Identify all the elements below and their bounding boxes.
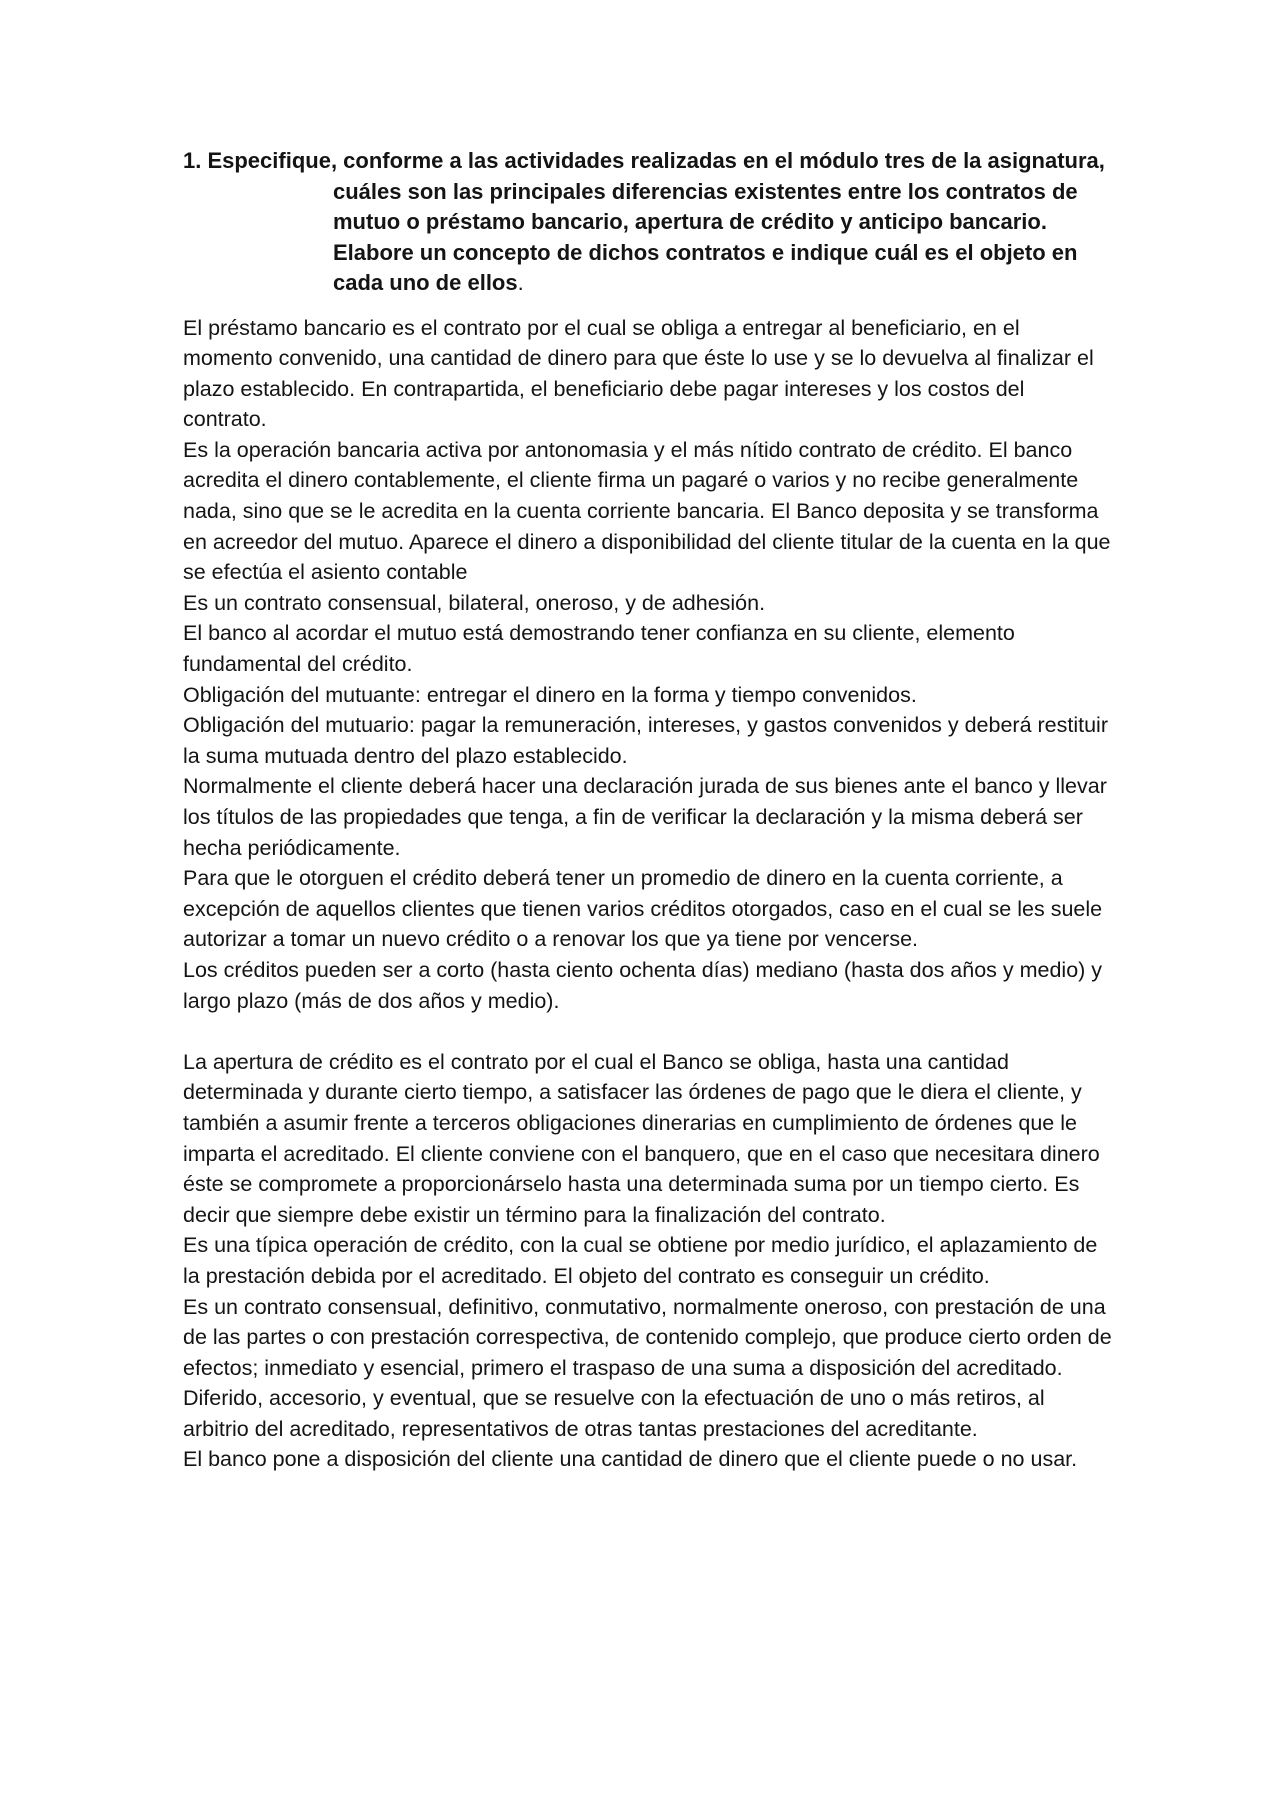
paragraph: Obligación del mutuante: entregar el dinero en la forma y tiempo convenidos.: [183, 682, 917, 707]
section-apertura-de-credito: [183, 1047, 1113, 1475]
paragraph: El banco al acordar el mutuo está demostrando tener confianza en su cliente, elemento fundamental del crédito.: [183, 621, 1015, 677]
paragraph: Obligación del mutuario: pagar la remuneración, intereses, y gastos convenidos y deberá restituir la suma mutuada dentro del plazo establecido.: [183, 713, 1108, 768]
paragraph: Es una típica operación de crédito, con la cual se obtiene por medio jurídico, el aplazamiento de la prestación debida por el acreditado. El objeto del contrato es conseguir un crédito.: [183, 1233, 1098, 1288]
paragraph: Es la operación bancaria activa por antonomasia y el más nítido contrato de crédito. El banco acredita el dinero contablemente, el cliente firma un pagaré o varios y no recibe generalmente nada, sino que se le acredita en la cuenta corriente bancaria. El Banco deposita y se transforma en acreedor del mutuo. Aparece el dinero a disponibilidad del cliente titular de la cuenta en la que se efectúa el asiento contable: [183, 437, 1111, 585]
paragraph: Normalmente el cliente deberá hacer una declaración jurada de sus bienes ante el banco y llevar los títulos de las propiedades que tenga, a fin de verificar la declaración y la misma deberá ser hecha periódicamente.: [183, 774, 1107, 860]
paragraph: El banco pone a disposición del cliente una cantidad de dinero que el cliente puede o no usar.: [183, 1447, 1078, 1472]
question-heading: [183, 146, 1113, 299]
question-text: 1. Especifique, conforme a las actividades realizadas en el módulo tres de la asignatura, cuáles son las principales diferencias existentes entre los contratos de mutuo o préstamo bancario, apertura de crédito y anticipo bancario. Elabore un concepto de dichos contratos e indique cuál es el objeto en cada uno de ellos: [183, 148, 1105, 295]
document-body: [183, 146, 1113, 1475]
section-prestamo-bancario: [183, 313, 1113, 1017]
paragraph: Es un contrato consensual, bilateral, oneroso, y de adhesión.: [183, 590, 766, 615]
paragraph: Para que le otorguen el crédito deberá tener un promedio de dinero en la cuenta corriente, a excepción de aquellos clientes que tienen varios créditos otorgados, caso en el cual se les suele autorizar a tomar un nuevo crédito o a renovar los que ya tiene por vencerse.: [183, 866, 1103, 952]
paragraph: Los créditos pueden ser a corto (hasta ciento ochenta días) mediano (hasta dos años y medio) y largo plazo (más de dos años y medio).: [183, 957, 1103, 1013]
paragraph: Es un contrato consensual, definitivo, conmutativo, normalmente oneroso, con prestación de una de las partes o con prestación correspectiva, de contenido complejo, que produce cierto orden de efectos; inmediato y esencial, primero el traspaso de una suma a disposición del acreditado. Diferido, accesorio, y eventual, que se resuelve con la efectuación de uno o más retiros, al arbitrio del acreditado, representativos de otras tantas prestaciones del acreditante.: [183, 1294, 1112, 1441]
paragraph-gap: [183, 1016, 1113, 1047]
paragraph: El préstamo bancario es el contrato por el cual se obliga a entregar al beneficiario, en el momento convenido, una cantidad de dinero para que éste lo use y se lo devuelva al finalizar el plazo establecido. En contrapartida, el beneficiario debe pagar intereses y los costos del contrato.: [183, 315, 1094, 432]
question-tail: .: [517, 270, 524, 295]
paragraph: La apertura de crédito es el contrato por el cual el Banco se obliga, hasta una cantidad determinada y durante cierto tiempo, a satisfacer las órdenes de pago que le diera el cliente, y también a asumir frente a terceros obligaciones dinerarias en cumplimiento de órdenes que le imparta el acreditado. El cliente conviene con el banquero, que en el caso que necesitara dinero éste se compromete a proporcionárselo hasta una determinada suma por un tiempo cierto. Es decir que siempre debe existir un término para la finalización del contrato.: [183, 1049, 1100, 1227]
